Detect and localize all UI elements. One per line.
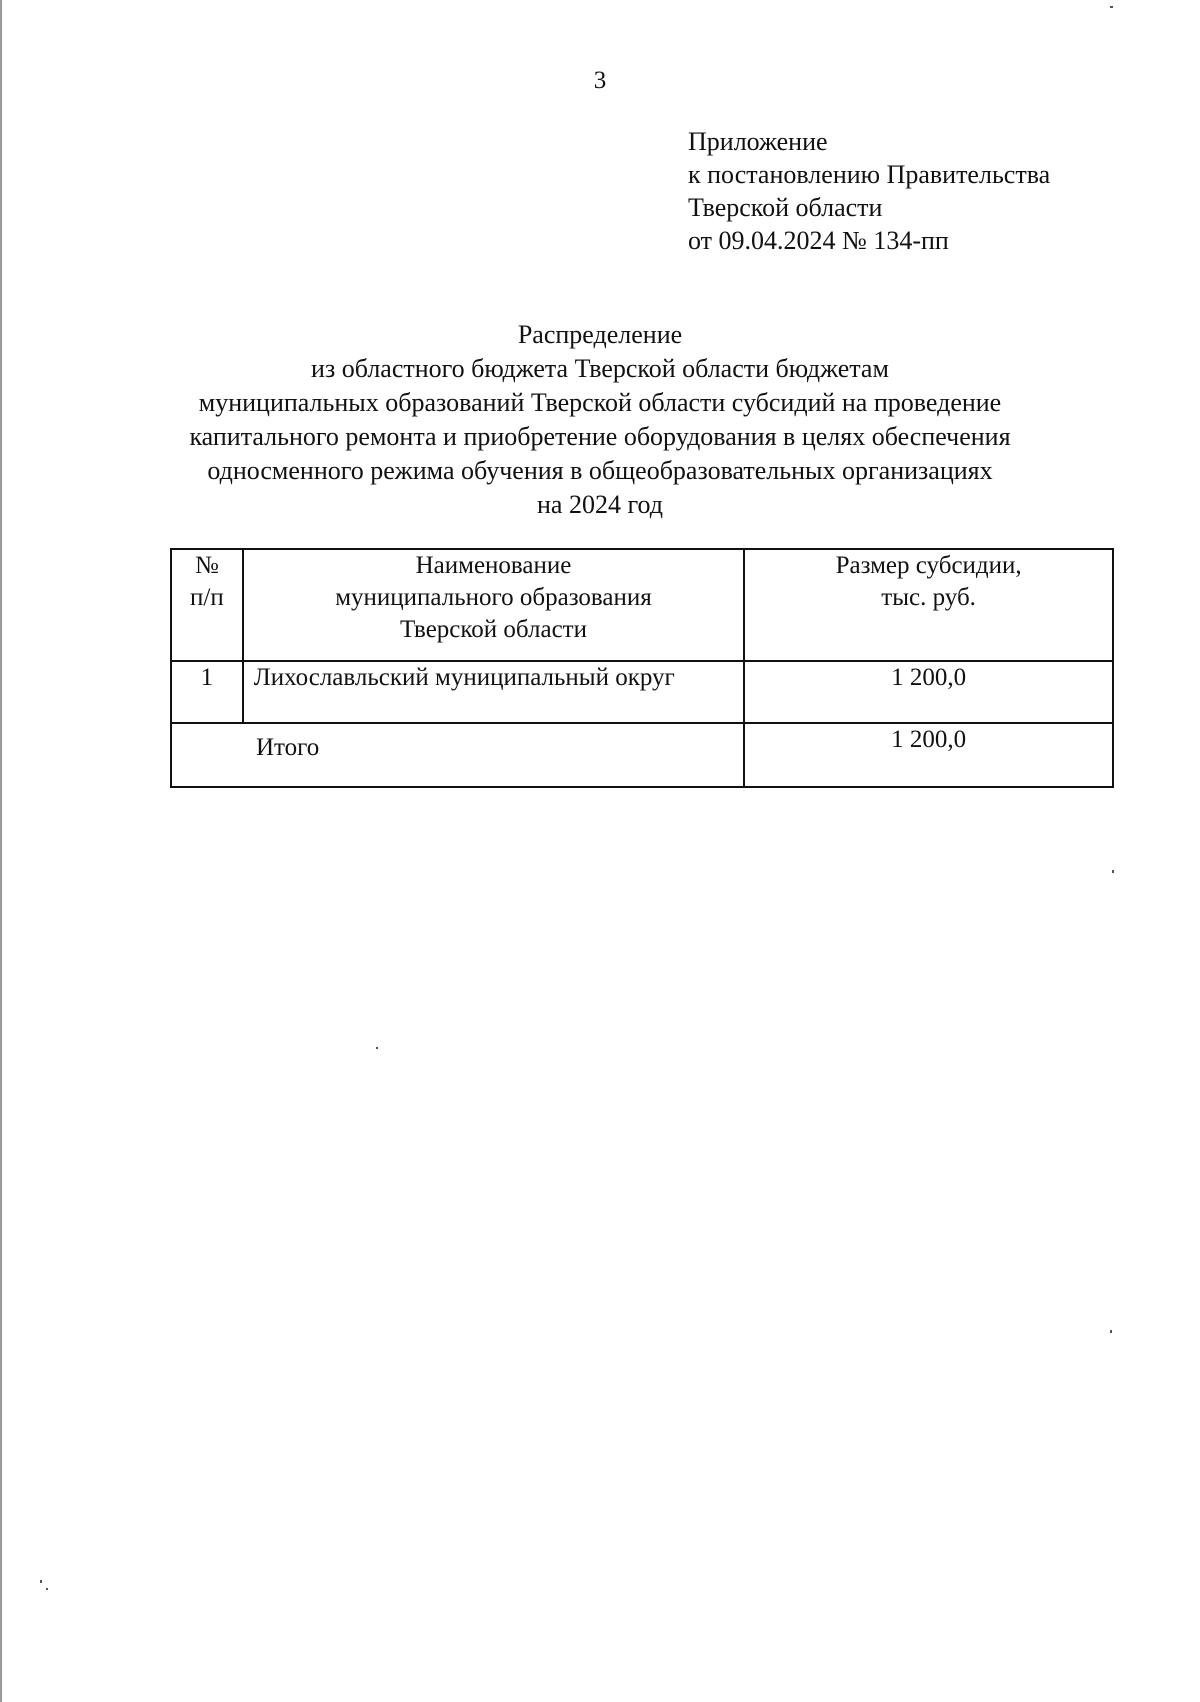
appendix-block (688, 125, 1050, 257)
title-line-2: из областного бюджета Тверской области бюджетам (311, 354, 889, 383)
title-line-5: односменного режима обучения в общеобразовательных организациях (207, 456, 993, 485)
row-number: 1 (171, 661, 243, 723)
scan-artifact (376, 1047, 378, 1049)
table-row (171, 661, 1113, 723)
row-municipality: Лихославльский муниципальный округ (243, 661, 745, 723)
appendix-line-1: Приложение (688, 127, 828, 156)
scan-artifact (1110, 6, 1113, 8)
row-amount: 1 200,0 (744, 661, 1113, 723)
total-label: Итого (171, 723, 744, 787)
title-line-3: муниципальных образований Тверской области субсидий на проведение (198, 388, 1002, 417)
appendix-line-2: к постановлению Правительства (688, 160, 1051, 189)
total-amount: 1 200,0 (744, 723, 1113, 787)
appendix-line-4: от 09.04.2024 № 134-пп (688, 226, 949, 255)
header-municipality (243, 549, 745, 661)
header-amount-line-2: тыс. руб. (881, 584, 976, 611)
header-municipality-line-2: муниципального образования (335, 584, 652, 611)
appendix-line-3: Тверской области (688, 193, 883, 222)
total-row (171, 723, 1113, 787)
scan-artifact (46, 1588, 48, 1590)
table-header-row (171, 549, 1113, 661)
scan-artifact (40, 1580, 42, 1583)
title-line-1: Распределение (517, 320, 683, 349)
title-line-4: капитального ремонта и приобретение оборудования в целях обеспечения (189, 422, 1011, 451)
header-amount-line-1: Размер субсидии, (835, 552, 1022, 579)
header-number (171, 549, 243, 661)
header-amount (744, 549, 1113, 661)
page-number: 3 (593, 67, 607, 94)
scan-artifact (1112, 870, 1114, 873)
document-title (0, 318, 1200, 522)
header-number-line-1: № (194, 552, 219, 579)
scan-artifact (0, 0, 2, 1702)
title-line-6: на 2024 год (537, 490, 663, 519)
header-municipality-line-1: Наименование (415, 552, 572, 579)
header-municipality-line-3: Тверской области (400, 616, 587, 643)
subsidy-table (170, 548, 1114, 788)
header-number-line-2: п/п (190, 584, 224, 611)
scan-artifact (1110, 1330, 1112, 1333)
